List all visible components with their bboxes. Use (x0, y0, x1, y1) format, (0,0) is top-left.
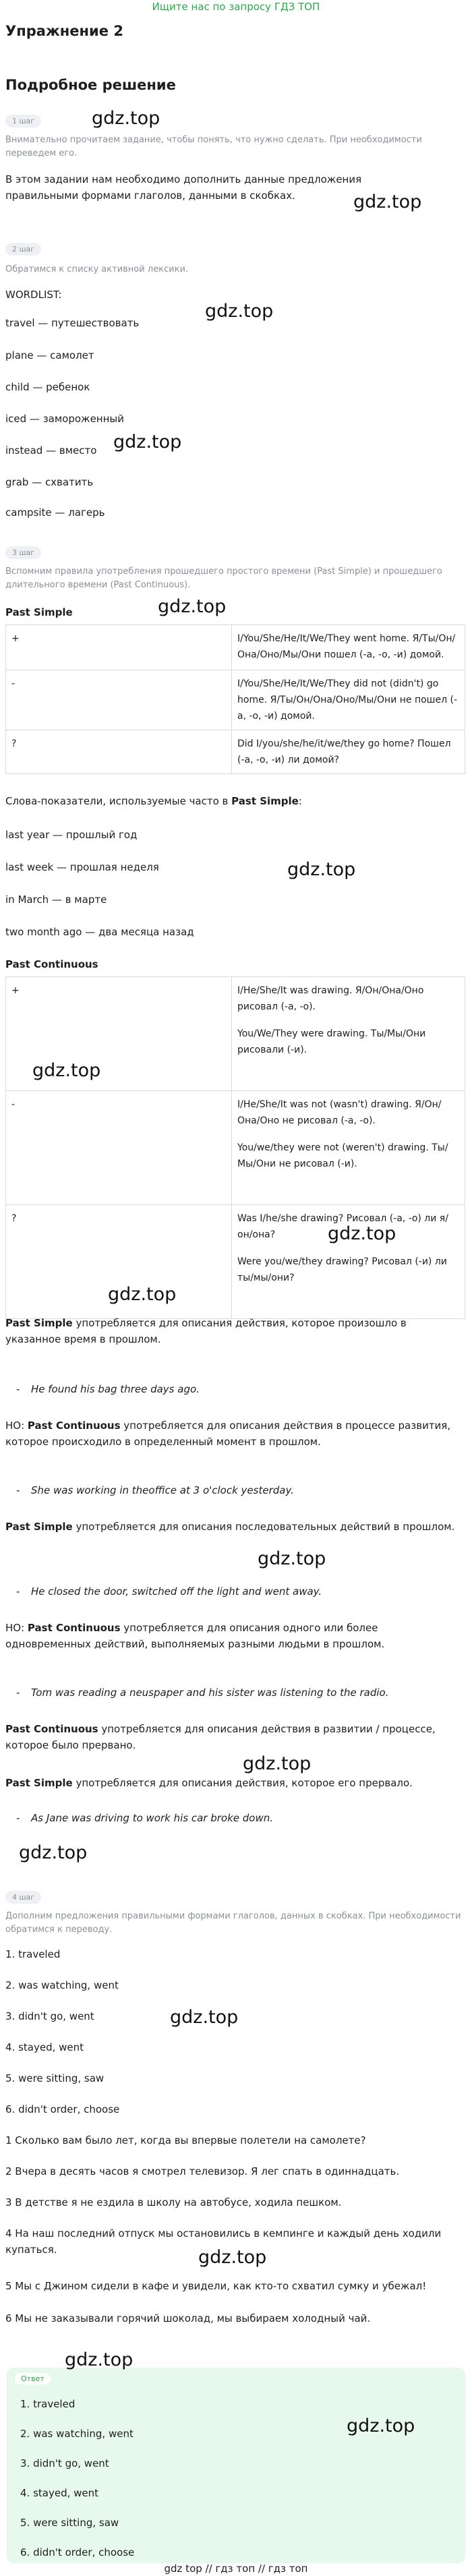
step-1-badge: 1 шаг (5, 113, 41, 127)
step-3-badge: 3 шаг (5, 545, 41, 559)
table-cell: I/You/She/He/It/We/They did not (didn't) go home. Я/Ты/Он/Она/Оно/Мы/Они не пошел (-а, -о, -и) домой. (232, 670, 465, 730)
watermark: gdz.top (113, 432, 182, 452)
answer-line: 1. traveled (5, 1948, 61, 1960)
watermark: gdz.top (108, 1284, 177, 1305)
rule-paragraph: Past Simple употребляется для описания последовательных действий в прошлом. (5, 1521, 455, 1533)
answer-item: 4. stayed, went (20, 2487, 99, 2499)
table-cell: + (6, 625, 232, 670)
table-cell: I/He/She/It was drawing. Я/Он/Она/Оно рисовал (-а, -о). You/We/They were drawing. Ты/Мы/Они рисовали (-и). (232, 977, 465, 1091)
step-2-badge: 2 шаг (5, 241, 41, 256)
answer-line: 3. didn't go, went (5, 2010, 94, 2022)
translation-line: 3 В детстве я не ездила в школу на автобусе, ходила пешком. (5, 2196, 342, 2208)
step-3-note: Вспомним правила употребления прошедшего простого времени (Past Simple) и прошедшего длительного времени (Past Continuous). (5, 566, 442, 590)
step-2-note: Обратимся к списку активной лексики. (5, 264, 189, 274)
markers-intro: Слова-показатели, используемые часто в Past Simple: (5, 795, 302, 807)
watermark: gdz.top (92, 108, 160, 129)
answer-item: 3. didn't go, went (20, 2457, 109, 2469)
table-cell: ? (6, 730, 232, 774)
watermark: gdz.top (198, 2247, 267, 2268)
past-simple-table (5, 624, 465, 774)
table-cell: + (6, 977, 232, 1091)
footer-links[interactable]: gdz top // гдз топ // гдз топ (164, 2563, 308, 2575)
translation-line: 6 Мы не заказывали горячий шоколад, мы выбираем холодный чай. (5, 2312, 371, 2324)
section-title: Подробное решение (5, 77, 176, 93)
example-sentence: - She was working in theoffice at 3 o'clock yesterday. (16, 1482, 294, 1498)
translation-line: 4 На наш последний отпуск мы остановились в кемпинге и каждый день ходили купаться. (5, 2227, 442, 2256)
wordlist-item: grab — схватить (5, 476, 94, 488)
translation-line: 5 Мы с Джином сидели в кафе и увидели, как кто-то схватил сумку и убежал! (5, 2280, 427, 2292)
rule-paragraph: Past Continuous употребляется для описания действия в развитии / процессе, которое было прервано. (5, 1723, 436, 1751)
watermark: gdz.top (258, 1548, 326, 1569)
table-cell: I/You/She/He/It/We/They went home. Я/Ты/Он/Она/Оно/Мы/Они пошел (-а, -о, -и) домой. (232, 625, 465, 670)
watermark: gdz.top (32, 1060, 101, 1081)
answer-box (7, 2368, 465, 2563)
answer-line: 5. were sitting, saw (5, 2072, 105, 2084)
table-cell: ? (6, 1205, 232, 1319)
example-sentence: - He closed the door, switched off the light and went away. (16, 1583, 322, 1600)
table-cell: I/He/She/It was not (wasn't) drawing. Я/Он/Она/Оно не рисовал (-а, -о). You/we/they were not (weren't) drawing. Ты/Мы/Они не рисовал (-и). (232, 1091, 465, 1205)
marker-item: last year — прошлый год (5, 829, 138, 841)
answer-item: 1. traveled (20, 2398, 76, 2410)
rule-paragraph: Past Simple употребляется для описания действия, которое его прервало. (5, 1777, 413, 1789)
step-1-text: В этом задании нам необходимо дополнить данные предложения правильными формами глаголов, данными в скобках. (5, 173, 362, 202)
table-cell: - (6, 670, 232, 730)
answer-item: 6. didn't order, choose (20, 2546, 135, 2558)
marker-item: two month ago — два месяца назад (5, 926, 194, 938)
watermark: gdz.top (353, 192, 422, 212)
watermark: gdz.top (328, 1223, 396, 1244)
step-1-note: Внимательно прочитаем задание, чтобы понять, что нужно сделать. При необходимости переведем его. (5, 135, 422, 158)
table-row (6, 1091, 465, 1205)
answer-item: 5. were sitting, saw (20, 2517, 119, 2529)
past-continuous-heading: Past Continuous (5, 958, 98, 970)
past-continuous-table (5, 976, 465, 1319)
watermark: gdz.top (170, 2007, 239, 2028)
marker-item: last week — прошлая неделя (5, 861, 159, 873)
watermark: gdz.top (243, 1753, 312, 1774)
wordlist-item: travel — путешествовать (5, 317, 140, 329)
translation-line: 2 Вчера в десять часов я смотрел телевизор. Я лег спать в одиннадцать. (5, 2165, 400, 2177)
example-sentence: - As Jane was driving to work his car broke down. (16, 1810, 273, 1826)
watermark: gdz.top (65, 2349, 134, 2370)
step-4-badge: 4 шаг (5, 1890, 41, 1904)
step-4-note: Дополним предложения правильными формами глаголов, данных в скобках. При необходимости обратимся к переводу. (5, 1911, 461, 1935)
watermark: gdz.top (19, 1842, 88, 1863)
watermark: gdz.top (205, 301, 274, 322)
table-row (6, 730, 465, 774)
promo-banner[interactable]: Ищите нас по запросу ГДЗ ТОП (152, 1, 320, 13)
wordlist-item: plane — самолет (5, 349, 94, 361)
answer-tag: Ответ (15, 2373, 51, 2384)
wordlist-item: iced — замороженный (5, 413, 125, 425)
wordlist-title: WORDLIST: (5, 289, 62, 301)
translation-line: 1 Сколько вам было лет, когда вы впервые полетели на самолете? (5, 2134, 366, 2146)
example-sentence: - Tom was reading a neuspaper and his sister was listening to the radio. (16, 1685, 388, 1701)
answer-line: 6. didn't order, choose (5, 2103, 120, 2115)
table-row (6, 625, 465, 670)
watermark: gdz.top (158, 596, 227, 617)
marker-item: in March — в марте (5, 894, 107, 906)
past-simple-heading: Past Simple (5, 606, 73, 618)
answer-line: 2. was watching, went (5, 1979, 119, 1991)
rule-paragraph: НО: Past Continuous употребляется для описания действия в процессе развития, которое происходило в определенный момент в прошлом. (5, 1419, 451, 1448)
table-cell: Was I/he/she drawing? Рисовал (-а, -о) ли я/он/она? Were you/we/they drawing? Рисовал (-и) ли ты/мы/они? (232, 1205, 465, 1319)
table-cell: - (6, 1091, 232, 1205)
wordlist-item: child — ребенок (5, 381, 90, 393)
watermark: gdz.top (287, 859, 356, 880)
table-row (6, 670, 465, 730)
wordlist-item: instead — вместо (5, 444, 97, 457)
rule-paragraph: Past Simple употребляется для описания действия, которое произошло в указанное время в прошлом. (5, 1317, 407, 1345)
rule-paragraph: НО: Past Continuous употребляется для описания одного или более одновременных действий, выполняемых разными людьми в прошлом. (5, 1622, 385, 1650)
table-row (6, 1205, 465, 1319)
wordlist-item: campsite — лагерь (5, 506, 105, 519)
watermark: gdz.top (347, 2416, 415, 2436)
example-sentence: - He found his bag three days ago. (16, 1381, 200, 1397)
table-cell: Did I/you/she/he/it/we/they go home? Пошел (-а, -о, -и) ли домой? (232, 730, 465, 774)
answer-item: 2. was watching, went (20, 2428, 134, 2440)
page-title: Упражнение 2 (5, 23, 123, 39)
answer-line: 4. stayed, went (5, 2041, 84, 2053)
